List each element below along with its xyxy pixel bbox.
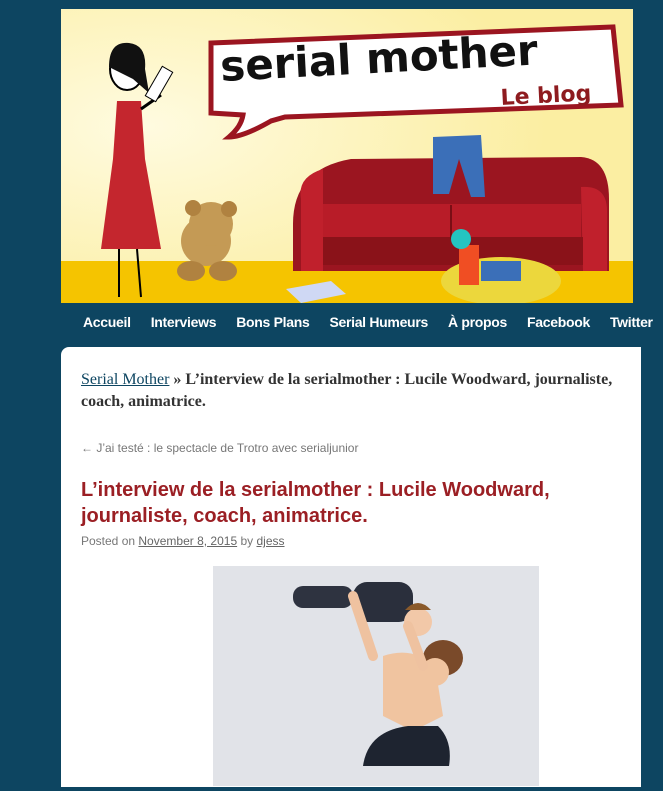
post-date-link[interactable]: November 8, 2015 [138, 534, 238, 548]
nav-interviews[interactable]: Interviews [150, 314, 217, 330]
logo-subtitle: Le blog [500, 81, 592, 111]
main-navigation [61, 303, 653, 341]
post-meta [81, 534, 285, 548]
nav-bons-plans[interactable]: Bons Plans [236, 314, 310, 330]
previous-post-label: J’ai testé : le spectacle de Trotro avec serialjunior [96, 441, 359, 455]
by-label: by [240, 534, 254, 548]
breadcrumb-current: L’interview de la serialmother : Lucile Woodward, journaliste, coach, animatrice. [81, 371, 613, 410]
nav-twitter[interactable]: Twitter [609, 314, 653, 330]
post-featured-image[interactable] [213, 566, 539, 786]
breadcrumb [81, 369, 621, 413]
breadcrumb-separator: » [173, 371, 182, 388]
nav-accueil[interactable]: Accueil [83, 314, 131, 330]
main-content [61, 347, 641, 787]
posted-on-label: Posted on [81, 534, 136, 548]
post-title[interactable]: L’interview de la serialmother : Lucile Woodward, journaliste, coach, animatrice. [81, 479, 550, 527]
post-author-link[interactable]: djess [256, 534, 285, 548]
mother-child-photo [213, 566, 539, 786]
header-banner[interactable] [61, 9, 633, 303]
nav-facebook[interactable]: Facebook [527, 314, 590, 330]
logo-title: serial mother [218, 25, 539, 91]
breadcrumb-home-link[interactable]: Serial Mother [81, 371, 170, 388]
left-arrow-icon: ← [81, 441, 93, 455]
nav-a-propos[interactable]: À propos [447, 314, 507, 330]
previous-post-link[interactable] [81, 441, 358, 455]
header-illustration [61, 9, 633, 303]
nav-serial-humeurs[interactable]: Serial Humeurs [329, 314, 428, 330]
